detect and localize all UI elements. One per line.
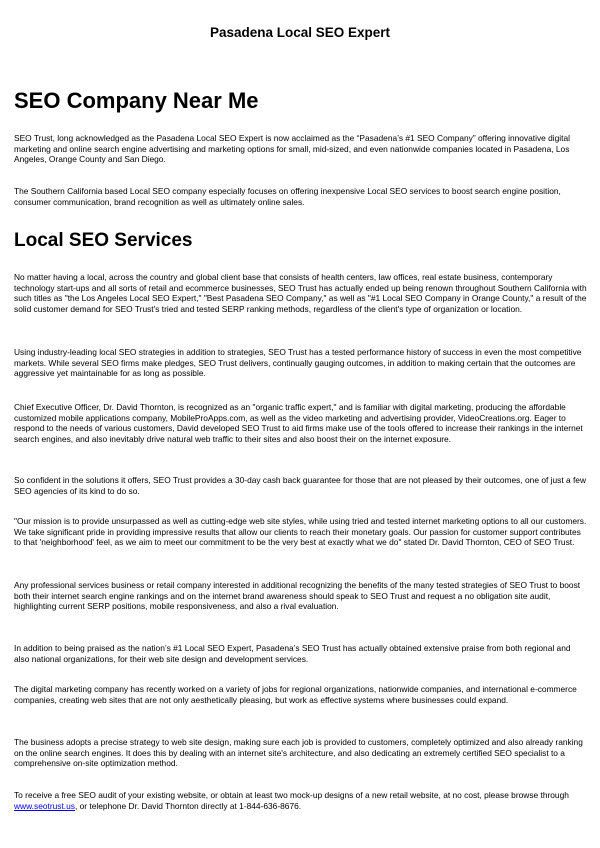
paragraph-ceo: Chief Executive Officer, Dr. David Thornton, is recognized as an "organic traffic expert," and is familiar with digital marketing, producing the affordable customized mobile applications company, MobileProApps.com, as well as the video marketing and advertising provider, VideoCreations.org. Eager to respond to the needs of various customers, David developed SEO Trust to aid firms make use of the tools offered to increase their rankings in the internet search engines, and also inevitably drive natural web traffic to their sites and also boost their on the internet exposure.	[14, 402, 583, 444]
document-title: Pasadena Local SEO Expert	[209, 25, 391, 40]
paragraph-strategies: Using industry-leading local SEO strategies in addition to strategies, SEO Trust has a tested performance history of success in even the most competitive markets. While several SEO firms make pledges, SEO Trust delivers, continually gauging outcomes, in addition to making certain that the outcomes are aggressive yet maintainable for as long as possible.	[14, 347, 582, 379]
paragraph-design-strategy: The business adopts a precise strategy to web site design, making sure each job is provided to customers, completely optimized and also already ranking on the online search engines. It does this by dealing with an internet site's architecture, and also dedicating an extremely certified SEO specialist to a comprehensive on-site optimization method.	[14, 737, 583, 769]
seotrust-link[interactable]: www.seotrust.us	[14, 800, 75, 811]
paragraph-site-audit: Any professional services business or retail company interested in additional recognizing the benefits of the many tested strategies of SEO Trust to boost both their internet search engine rankings and on the internet brand awareness should speak to SEO Trust and request a no obligation site audit, highlighting current SERP positions, mobile responsiveness, and also a rival evaluation.	[14, 580, 581, 612]
paragraph-praise: In addition to being praised as the nation’s #1 Local SEO Expert, Pasadena’s SEO Trust has actually obtained extensive praise from both regional and also national organizations, for their web site design and development services.	[14, 643, 571, 664]
paragraph-closing	[14, 790, 588, 811]
paragraph-focus: The Southern California based Local SEO company especially focuses on offering inexpensive Local SEO services to boost search engine position, consumer communication, brand recognition as well as ultimately online sales.	[14, 186, 561, 207]
paragraph-intro: SEO Trust, long acknowledged as the Pasadena Local SEO Expert is now acclaimed as the “Pasadena’s #1 SEO Company” offering innovative digital marketing and online search engine advertising and marketing options for small, mid-sized, and even nationwide companies located in Pasadena, Los Angeles, Orange County and San Diego.	[14, 133, 571, 165]
closing-text-before-link: To receive a free SEO audit of your existing website, or obtain at least two mock-up designs of a new retail website, at no cost, please browse through	[14, 790, 569, 800]
paragraph-guarantee: So confident in the solutions it offers, SEO Trust provides a 30-day cash back guarantee for those that are not pleased by their outcomes, one of just a few SEO agencies of its kind to do so.	[14, 475, 587, 496]
heading-seo-company-near-me: SEO Company Near Me	[14, 88, 259, 113]
paragraph-mission-quote: "Our mission is to provide unsurpassed as well as cutting-edge web site styles, while using tried and tested internet marketing options to all our customers. We take significant pride in providing impressive results that allow our clients to reach their monetary goals. Our passion for customer support contributes to that 'neighborhood' feel, as we aim to meet our commitment to be the very best at exactly what we do" stated Dr. David Thornton, CEO of SEO Trust.	[14, 516, 587, 548]
heading-local-seo-services: Local SEO Services	[14, 230, 193, 251]
paragraph-projects: The digital marketing company has recently worked on a variety of jobs for regional organizations, nationwide companies, and international e-commerce companies, creating web sites that are not only aesthetically pleasing, but work as effective systems where businesses could expand.	[14, 684, 577, 705]
closing-text-after-link: , or telephone Dr. David Thornton directly at 1-844-636-8676.	[74, 800, 302, 811]
paragraph-client-base: No matter having a local, across the country and global client base that consists of health centers, law offices, real estate business, contemporary technology start-ups and all sorts of retail and ecommerce businesses, SEO Trust has actually ended up being renown throughout Southern California with such titles as "the Los Angeles Local SEO Expert," "Best Pasadena SEO Company," as well as "#1 Local SEO Company in Orange County," a result of the solid customer demand for SEO Trust's tried and tested SERP ranking methods, regardless of the client's type of organization or location.	[14, 272, 587, 314]
